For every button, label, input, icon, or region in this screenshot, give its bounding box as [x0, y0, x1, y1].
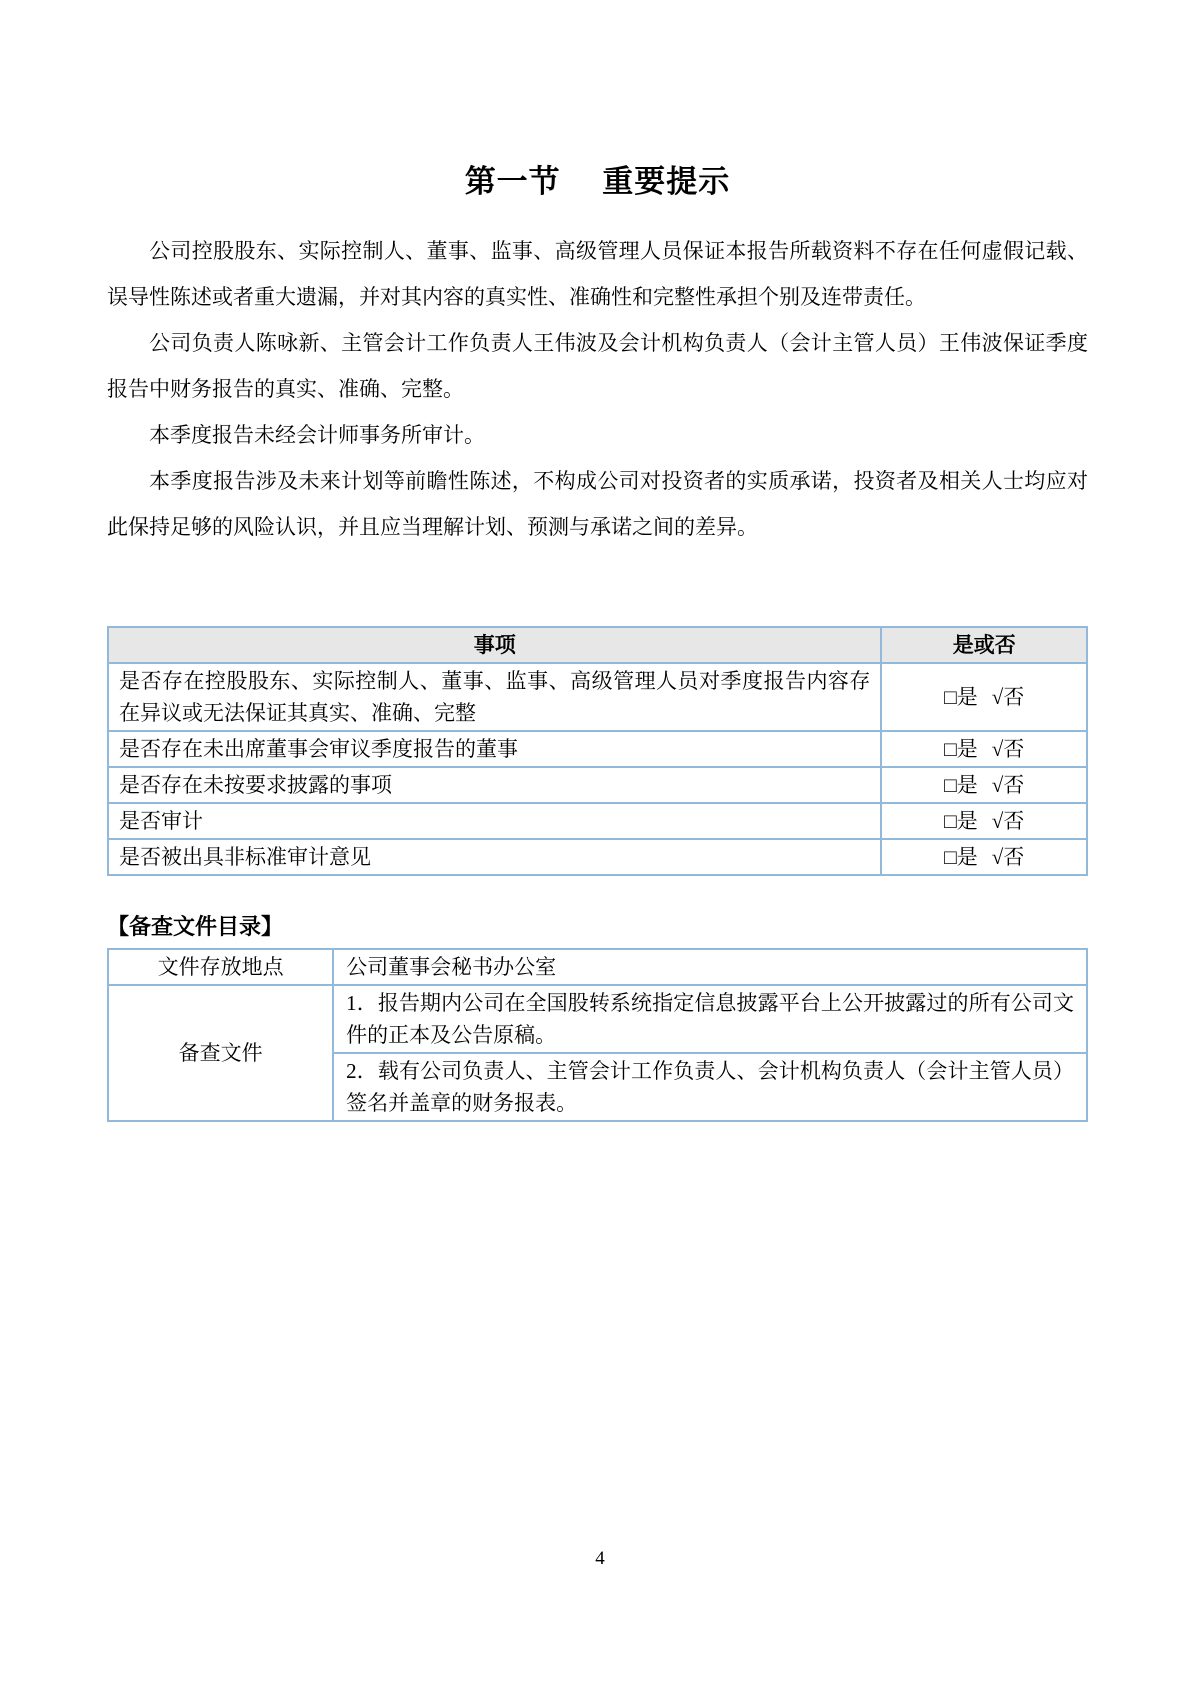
no-checked-option: √否 — [991, 809, 1025, 833]
page-title: 第一节 重要提示 — [464, 164, 731, 199]
header-yes-or-no: 是或否 — [881, 627, 1087, 663]
documents-directory-heading: 【备查文件目录】 — [107, 914, 284, 939]
table-header-row — [108, 627, 1087, 663]
yes-no-table — [107, 626, 1088, 876]
answer-cell — [881, 803, 1087, 839]
paragraph-unaudited: 本季度报告未经会计师事务所审计。 — [149, 423, 485, 447]
header-item: 事项 — [108, 627, 881, 663]
no-checked-option: √否 — [991, 685, 1025, 709]
yes-checkbox-option: □是 — [944, 737, 978, 761]
reference-file-item: 2．载有公司负责人、主管会计工作负责人、会计机构负责人（会计主管人员）签名并盖章的财务报表。 — [333, 1053, 1087, 1121]
yes-checkbox-option: □是 — [944, 809, 978, 833]
item-cell: 是否审计 — [108, 803, 881, 839]
answer-cell — [881, 731, 1087, 767]
page-number: 4 — [595, 1548, 605, 1569]
table-row — [108, 949, 1087, 985]
no-checked-option: √否 — [991, 737, 1025, 761]
table-row — [108, 731, 1087, 767]
item-cell: 是否存在未出席董事会审议季度报告的董事 — [108, 731, 881, 767]
answer-cell — [881, 767, 1087, 803]
paragraph-forward-looking: 本季度报告涉及未来计划等前瞻性陈述，不构成公司对投资者的实质承诺，投资者及相关人士均应对此保持足够的风险认识，并且应当理解计划、预测与承诺之间的差异。 — [107, 469, 1088, 539]
paragraph-guarantee: 公司控股股东、实际控制人、董事、监事、高级管理人员保证本报告所载资料不存在任何虚假记载、误导性陈述或者重大遗漏，并对其内容的真实性、准确性和完整性承担个别及连带责任。 — [107, 239, 1088, 309]
yes-checkbox-option: □是 — [944, 773, 978, 797]
item-cell: 是否被出具非标准审计意见 — [108, 839, 881, 875]
reference-files-label: 备查文件 — [108, 985, 333, 1121]
storage-location-label: 文件存放地点 — [108, 949, 333, 985]
notice-paragraphs — [107, 228, 1088, 550]
answer-cell — [881, 663, 1087, 731]
storage-location-value: 公司董事会秘书办公室 — [333, 949, 1087, 985]
table-row — [108, 985, 1087, 1053]
no-checked-option: √否 — [991, 773, 1025, 797]
table-row — [108, 803, 1087, 839]
item-cell: 是否存在控股股东、实际控制人、董事、监事、高级管理人员对季度报告内容存在异议或无法保证其真实、准确、完整 — [108, 663, 881, 731]
table-row — [108, 839, 1087, 875]
yes-checkbox-option: □是 — [944, 845, 978, 869]
answer-cell — [881, 839, 1087, 875]
item-cell: 是否存在未按要求披露的事项 — [108, 767, 881, 803]
paragraph-responsible-persons: 公司负责人陈咏新、主管会计工作负责人王伟波及会计机构负责人（会计主管人员）王伟波保证季度报告中财务报告的真实、准确、完整。 — [107, 331, 1088, 401]
reference-file-item: 1．报告期内公司在全国股转系统指定信息披露平台上公开披露过的所有公司文件的正本及公告原稿。 — [333, 985, 1087, 1053]
page-content — [107, 0, 1088, 1122]
yes-checkbox-option: □是 — [944, 685, 978, 709]
table-row — [108, 767, 1087, 803]
documents-table — [107, 948, 1088, 1122]
table-row — [108, 663, 1087, 731]
no-checked-option: √否 — [991, 845, 1025, 869]
